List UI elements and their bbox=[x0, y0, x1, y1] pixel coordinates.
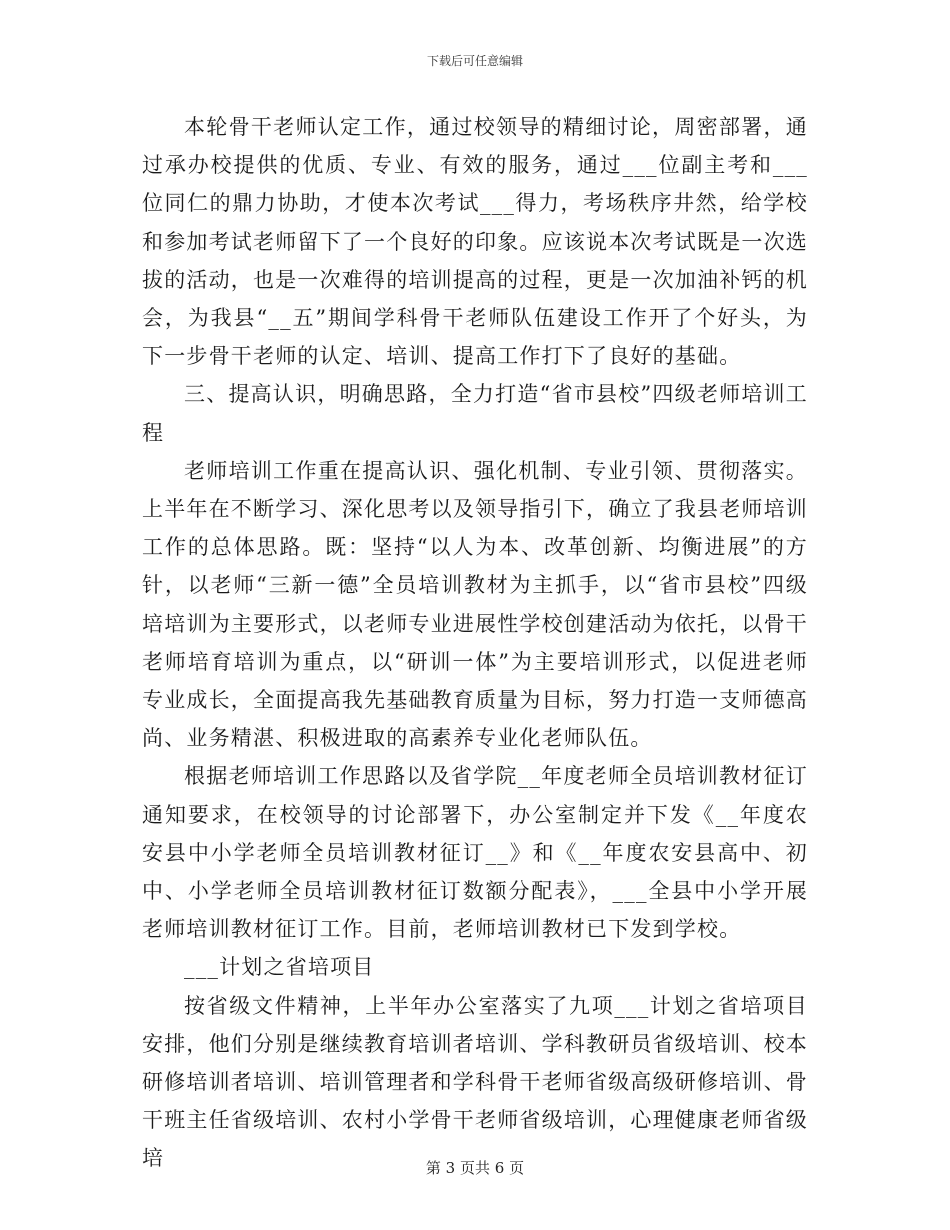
section-heading-three: 三、提高认识，明确思路，全力打造“省市县校”四级老师培训工程 bbox=[142, 382, 808, 445]
paragraph-textbook-ordering: 根据老师培训工作思路以及省学院__年度老师全员培训教材征订通知要求，在校领导的讨论部署下，办公室制定并下发《__年度农安县中小学老师全员培训教材征订__》和《__年度农安县高中、初中、小学老师全员培训教材征订数额分配表》，___全县中小学开展老师培训教材征订工作。目前，老师培训教材已下发到学校。 bbox=[142, 764, 808, 942]
paragraph-exam-summary: 本轮骨干老师认定工作，通过校领导的精细讨论，周密部署，通过承办校提供的优质、专业、有效的服务，通过___位副主考和___位同仁的鼎力协助，才使本次考试___得力，考场秩序井然，给学校和参加考试老师留下了一个良好的印象。应该说本次考试既是一次选拔的活动，也是一次难得的培训提高的过程，更是一次加油补钙的机会，为我县“__五”期间学科骨干老师队伍建设工作开了个好头，为下一步骨干老师的认定、培训、提高工作打下了良好的基础。 bbox=[142, 115, 808, 369]
page-number: 第 3 页共 6 页 bbox=[425, 1159, 525, 1177]
document-body bbox=[142, 108, 808, 1178]
paragraph-provincial-projects: 按省级文件精神，上半年办公室落实了九项___计划之省培项目安排，他们分别是继续教育培训者培训、学科教研员省级培训、校本研修培训者培训、培训管理者和学科骨干老师省级高级研修培训、骨干班主任省级培训、农村小学骨干老师省级培训，心理健康老师省级培 bbox=[142, 993, 808, 1171]
page-header-note: 下载后可任意编辑 bbox=[426, 54, 523, 68]
paragraph-training-approach: 老师培训工作重在提高认识、强化机制、专业引领、贯彻落实。上半年在不断学习、深化思考以及领导指引下，确立了我县老师培训工作的总体思路。既：坚持“以人为本、改革创新、均衡进展”的方针，以老师“三新一德”全员培训教材为主抓手，以“省市县校”四级培培训为主要形式，以老师专业进展性学校创建活动为依托，以骨干老师培育培训为重点，以“研训一体”为主要培训形式，以促进老师专业成长，全面提高我先基础教育质量为目标，努力打造一支师德高尚、业务精湛、积极进取的高素养专业化老师队伍。 bbox=[142, 458, 808, 751]
subheading-provincial-program: ___计划之省培项目 bbox=[184, 955, 375, 980]
